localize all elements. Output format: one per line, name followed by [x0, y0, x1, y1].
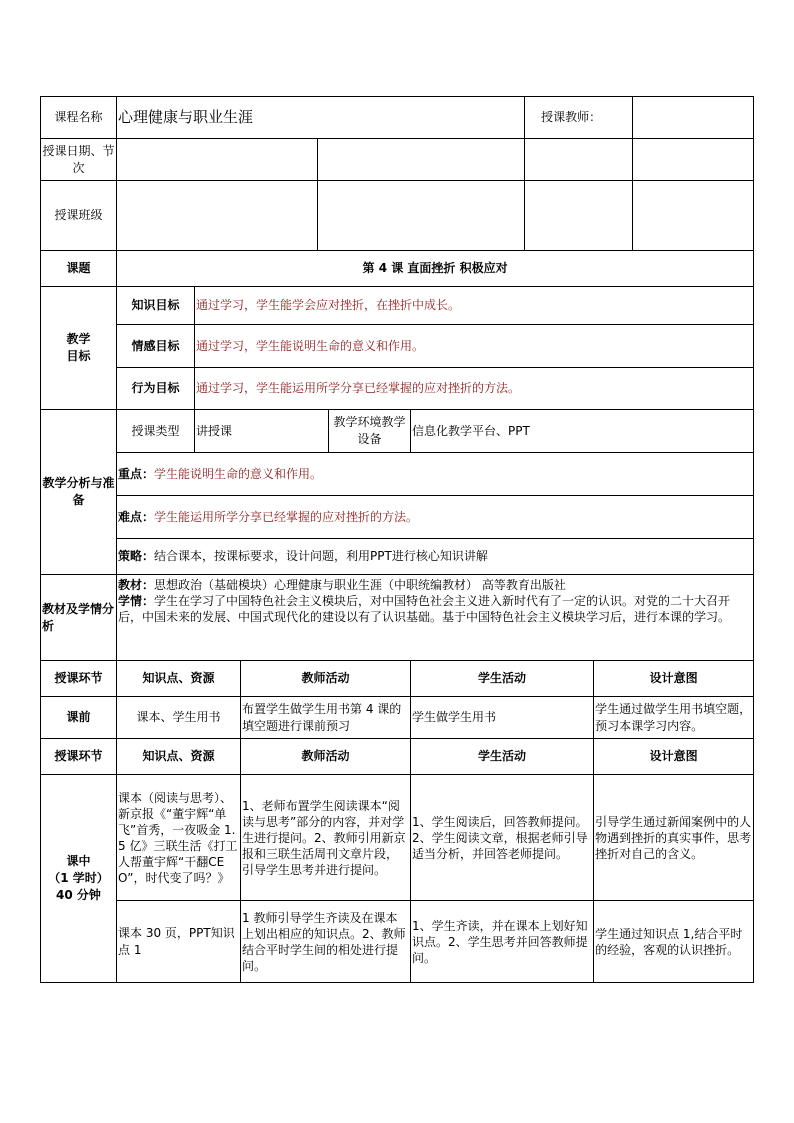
in-class-stage-line2: （1 学时）	[48, 871, 109, 885]
in-class-teacher-1: 1、老师布置学生阅读课本“阅读与思考”部分的内容，并对学生进行提问。2、教师引用新京报和三联生活周刊文章片段，引导学生思考并进行提问。	[241, 775, 411, 901]
header-resource-2: 知识点、资源	[117, 739, 241, 775]
analysis-type-row	[41, 410, 754, 453]
materials-content	[117, 575, 754, 661]
date-label: 授课日期、节次	[41, 139, 117, 181]
goals-label	[41, 287, 117, 410]
header-intent: 设计意图	[594, 661, 754, 697]
header-teacher: 教师活动	[241, 661, 411, 697]
date-cell-1[interactable]	[117, 139, 318, 181]
goal-label-knowledge: 知识目标	[117, 287, 195, 325]
in-class-resource-2: 课本 30 页，PPT知识点 1	[117, 901, 241, 983]
pre-class-intent: 学生通过做学生用书填空题，预习本课学习内容。	[594, 697, 754, 739]
teacher-label: 授课教师：	[525, 97, 633, 139]
type-value: 讲授课	[195, 410, 329, 453]
in-class-student-1: 1、学生阅读后，回答教师提问。2、学生阅读文章，根据老师引导适当分析，并回答老师提问。	[411, 775, 594, 901]
goal-text-behavior: 通过学习，学生能运用所学分享已经掌握的应对挫折的方法。	[195, 368, 754, 410]
class-cell-2[interactable]	[318, 181, 525, 251]
header-teacher-2: 教师活动	[241, 739, 411, 775]
env-label: 教学环境教学设备	[329, 410, 411, 453]
goal-text-knowledge: 通过学习，学生能学会应对挫折，在挫折中成长。	[195, 287, 754, 325]
process-header-row-2	[41, 739, 754, 775]
goals-label-text: 教学目标	[66, 332, 91, 363]
strategy	[117, 539, 754, 575]
topic-title: 第 4 课 直面挫折 积极应对	[117, 251, 754, 287]
strategy-row	[41, 539, 754, 575]
date-cell-4[interactable]	[633, 139, 754, 181]
strategy-text: 结合课本，按课标要求，设计问题，利用PPT进行核心知识讲解	[154, 549, 488, 563]
pre-class-row	[41, 697, 754, 739]
key-point-text: 学生能说明生命的意义和作用。	[154, 466, 323, 481]
process-header-row-1	[41, 661, 754, 697]
course-label: 课程名称	[41, 97, 117, 139]
class-cell-3[interactable]	[525, 181, 633, 251]
in-class-row-1	[41, 775, 754, 901]
in-class-row-2	[41, 901, 754, 983]
difficult-point-label: 难点：	[118, 509, 155, 524]
pre-class-student: 学生做学生用书	[411, 697, 594, 739]
textbook-line	[118, 577, 752, 593]
topic-row	[41, 251, 754, 287]
date-cell-3[interactable]	[525, 139, 633, 181]
key-point-label: 重点：	[118, 466, 155, 481]
in-class-intent-1: 引导学生通过新闻案例中的人物遇到挫折的真实事件，思考挫折对自己的含义。	[594, 775, 754, 901]
difficult-point-row	[41, 496, 754, 539]
type-label: 授课类型	[117, 410, 195, 453]
lesson-plan-table	[40, 96, 754, 983]
in-class-resource-1: 课本（阅读与思考）、新京报《“董宇辉“单飞”首秀，一夜吸金 1.5 亿》三联生活《打工人帮董宇辉“干翻CEO”，时代变了吗？》	[117, 775, 241, 901]
header-stage-2: 授课环节	[41, 739, 117, 775]
difficult-point	[117, 496, 754, 539]
textbook-label: 教材：	[118, 578, 155, 592]
in-class-stage-line3: 40 分钟	[56, 888, 101, 902]
class-cell-4[interactable]	[633, 181, 754, 251]
header-stage: 授课环节	[41, 661, 117, 697]
analysis-label: 教学分析与准备	[41, 410, 117, 575]
course-row	[41, 97, 754, 139]
strategy-label: 策略：	[118, 549, 155, 563]
in-class-stage	[41, 775, 117, 983]
lesson-plan	[40, 96, 753, 983]
pre-class-stage: 课前	[41, 697, 117, 739]
teacher-value[interactable]	[633, 97, 754, 139]
learner-text: 学生在学习了中国特色社会主义模块后，对中国特色社会主义进入新时代有了一定的认识。对党的二十大召开后，中国未来的发展、中国式现代化的建设以有了认识基础。基于中国特色社会主义模块学习后，进行本课的学习。	[118, 594, 731, 624]
in-class-student-2: 1、学生齐读，并在课本上划好知识点。2、学生思考并回答教师提问。	[411, 901, 594, 983]
key-point	[117, 453, 754, 496]
materials-row	[41, 575, 754, 661]
goal-label-emotion: 情感目标	[117, 325, 195, 368]
class-row	[41, 181, 754, 251]
key-point-row	[41, 453, 754, 496]
header-intent-2: 设计意图	[594, 739, 754, 775]
pre-class-teacher: 布置学生做学生用书第 4 课的填空题进行课前预习	[241, 697, 411, 739]
class-cell-1[interactable]	[117, 181, 318, 251]
env-value: 信息化教学平台、PPT	[411, 410, 754, 453]
goal-text-emotion: 通过学习，学生能说明生命的意义和作用。	[195, 325, 754, 368]
textbook-text: 思想政治（基础模块）心理健康与职业生涯（中职统编教材） 高等教育出版社	[154, 578, 566, 592]
topic-label: 课题	[41, 251, 117, 287]
class-label: 授课班级	[41, 181, 117, 251]
goal-row-behavior	[41, 368, 754, 410]
learner-line	[118, 593, 752, 625]
header-student: 学生活动	[411, 661, 594, 697]
goal-row-knowledge	[41, 287, 754, 325]
course-name: 心理健康与职业生涯	[117, 97, 525, 139]
materials-label: 教材及学情分析	[41, 575, 117, 661]
in-class-intent-2: 学生通过知识点 1,结合平时的经验，客观的认识挫折。	[594, 901, 754, 983]
goal-row-emotion	[41, 325, 754, 368]
header-student-2: 学生活动	[411, 739, 594, 775]
learner-label: 学情：	[118, 594, 155, 608]
date-cell-2[interactable]	[318, 139, 525, 181]
header-resource: 知识点、资源	[117, 661, 241, 697]
goal-label-behavior: 行为目标	[117, 368, 195, 410]
in-class-teacher-2: 1 教师引导学生齐读及在课本上划出相应的知识点。2、教师结合平时学生间的相处进行提问。	[241, 901, 411, 983]
date-row	[41, 139, 754, 181]
difficult-point-text: 学生能运用所学分享已经掌握的应对挫折的方法。	[154, 509, 419, 524]
in-class-stage-line1: 课中	[66, 854, 91, 868]
pre-class-resource: 课本、学生用书	[117, 697, 241, 739]
